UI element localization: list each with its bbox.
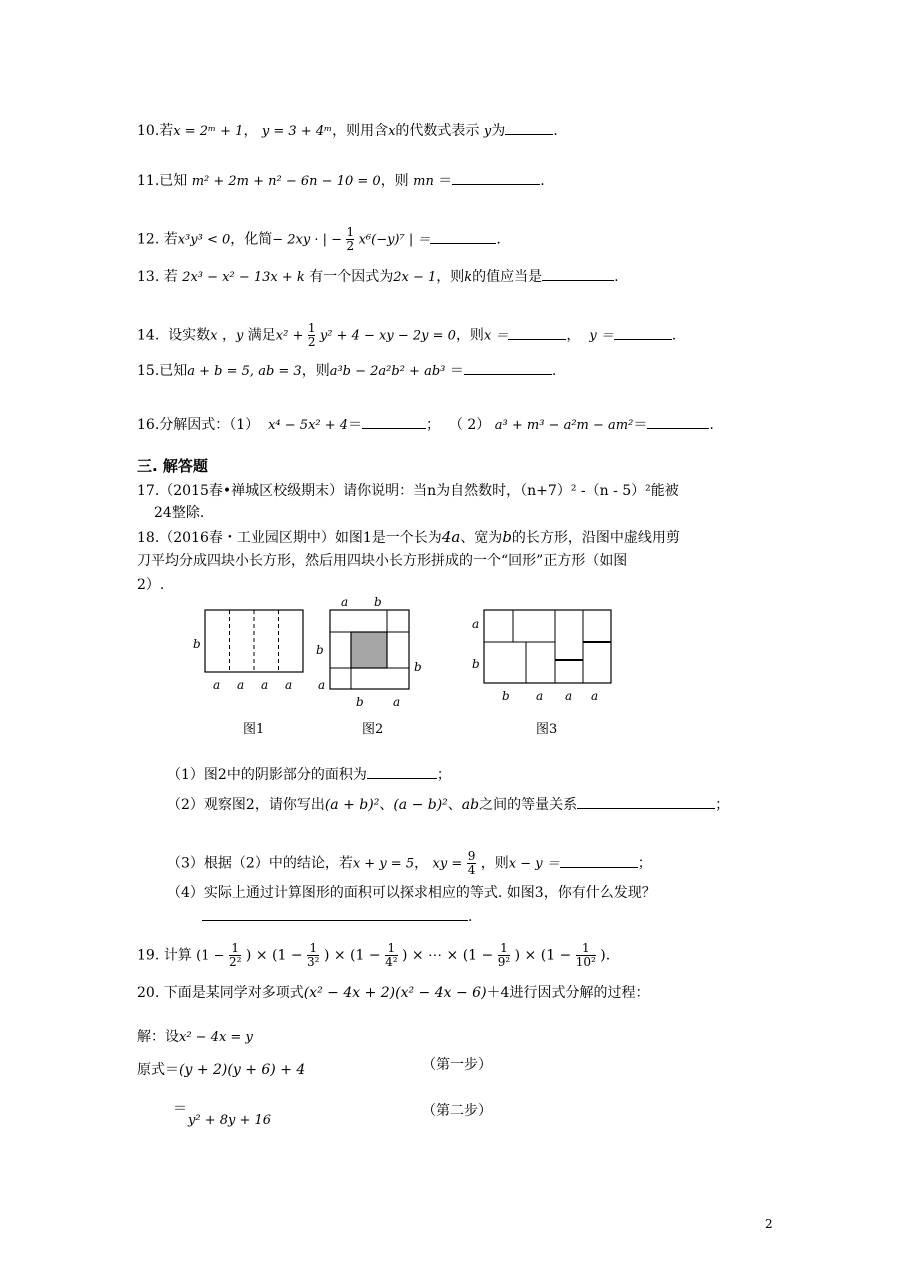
answer-blank[interactable] <box>505 133 553 135</box>
question-18-line1: 18.（2016春・工业园区期中）如图1是一个长为4a、宽为b的长方形，沿图中虚线用剪 <box>137 528 680 546</box>
answer-blank[interactable] <box>452 183 540 185</box>
fig1-label: a <box>237 678 245 692</box>
question-10: 10.若x = 2ᵐ + 1， y = 3 + 4ᵐ，则用含x的代数式表示 y为 . <box>137 123 558 139</box>
fig2-label: b <box>356 695 364 709</box>
sub-question-4-answer: . <box>202 910 472 924</box>
page-number: 2 <box>765 1217 773 1231</box>
solution-line-1: 解：设x² − 4x = y <box>137 1029 253 1045</box>
answer-blank[interactable] <box>430 242 496 244</box>
fig3-label: a <box>591 689 599 703</box>
fig3-outer <box>484 610 611 683</box>
question-13: 13. 若 2x³ − x² − 13x + k 有一个因式为2x − 1，则k的值应当是 . <box>137 269 619 285</box>
fraction: $\frac{1}{\text{9²}}$ <box>497 941 511 969</box>
answer-blank[interactable] <box>647 427 709 429</box>
figures <box>0 595 909 755</box>
fig3-label: a <box>565 689 573 703</box>
fig1-label: a <box>261 678 269 692</box>
answer-blank[interactable] <box>614 338 672 340</box>
step-2-label: （第二步） <box>422 1103 492 1119</box>
figure-2 <box>316 595 422 709</box>
fig1-label: a <box>213 678 221 692</box>
fraction: $\frac{1}{2}$ <box>346 225 355 253</box>
answer-blank[interactable] <box>560 866 638 868</box>
figure-1 <box>193 610 303 692</box>
answer-blank[interactable] <box>542 279 614 281</box>
answer-blank[interactable] <box>508 338 566 340</box>
solution-line-3: y² + 8y + 16 <box>188 1113 272 1128</box>
fraction: $\frac{1}{\text{4²}}$ <box>385 941 398 969</box>
answer-blank[interactable] <box>367 777 437 779</box>
fig2-label: b <box>316 643 324 657</box>
question-14: 14. 设实数x ，y 满足x² + $\frac{1}{2}$ y² + 4 − xy − 2y = 0，则x ＝ ， y ＝ . <box>137 321 677 349</box>
fig1-label: a <box>285 678 293 692</box>
fraction: $\frac{1}{\text{10²}}$ <box>575 941 596 969</box>
question-18-line2: 刀平均分成四块小长方形，然后用四块小长方形拼成的一个“回形”正方形（如图 <box>137 553 628 569</box>
fig3-label: a <box>472 617 480 631</box>
fig2-label: a <box>318 678 326 692</box>
solution-line-3-eq: ＝ <box>173 1101 187 1117</box>
answer-blank[interactable] <box>202 919 468 921</box>
question-20: 20. 下面是某同学对多项式(x² − 4x + 2)(x² − 4x − 6)＋4进行因式分解的过程： <box>137 985 650 1001</box>
fig2-label: a <box>341 595 349 609</box>
sub-question-4: （4）实际上通过计算图形的面积可以探求相应的等式. 如图3，你有什么发现？ <box>167 885 656 901</box>
sub-question-2: （2）观察图2，请你写出(a + b)²、(a − b)²、ab之间的等量关系 ； <box>167 797 730 813</box>
fraction: $\frac{1}{2}$ <box>307 321 316 349</box>
fig2-label: b <box>414 660 422 674</box>
question-18-line3: 2）. <box>137 577 165 593</box>
fig3-label: b <box>472 657 480 671</box>
answer-blank[interactable] <box>362 427 426 429</box>
fig3-caption: 图3 <box>536 722 558 737</box>
answer-blank[interactable] <box>464 373 552 375</box>
question-19: 19. 计算 (1 − $\frac{1}{\text{2²}}$ ) × (1 − $\frac{1}{\text{3²}}$ ) × (1 − $\frac{1}{\text{4²}}$ ) × ⋯ × (1 − $\frac{1}{\text{9²}}$ ) × (1 − $\frac{1}{\text{10²}}$ ). <box>137 941 611 969</box>
fig3-label: a <box>536 689 544 703</box>
sub-question-3: （3）根据（2）中的结论，若x + y = 5， xy = $\frac{9}{4}$ ，则x − y ＝ ； <box>167 849 652 877</box>
fig3-label: b <box>502 689 510 703</box>
fraction: $\frac{1}{\text{2²}}$ <box>229 941 242 969</box>
fraction: $\frac{9}{4}$ <box>467 849 476 877</box>
sub-question-1: （1）图2中的阴影部分的面积为 ； <box>167 767 451 783</box>
fig1-caption: 图1 <box>243 722 265 737</box>
question-11: 11.已知 m² + 2m + n² − 6n − 10 = 0，则 mn ＝ . <box>137 173 545 189</box>
fig2-caption: 图2 <box>362 722 384 737</box>
question-17-line1: 17.（2015春•禅城区校级期末）请你说明：当n为自然数时，（n+7）² -（n - 5）²能被 <box>137 483 679 499</box>
step-1-label: （第一步） <box>422 1057 492 1073</box>
fraction: $\frac{1}{\text{3²}}$ <box>307 941 320 969</box>
answer-blank[interactable] <box>577 807 715 809</box>
question-17-line2: 24整除. <box>154 505 205 521</box>
fig2-label: b <box>374 595 382 609</box>
fig2-label: a <box>393 695 401 709</box>
solution-line-2: 原式＝(y + 2)(y + 6) + 4 <box>137 1062 306 1078</box>
question-12: 12. 若x³y³ < 0，化简− 2xy · | − $\frac{1}{2}$ x⁶(−y)⁷ | ＝ . <box>137 225 501 253</box>
question-15: 15.已知a + b = 5, ab = 3，则a³b − 2a²b² + ab³ ＝ . <box>137 363 557 379</box>
fig2-shaded-square <box>351 632 387 668</box>
figure-3 <box>472 610 611 703</box>
fig1-label-side: b <box>193 637 201 651</box>
section-heading: 三. 解答题 <box>137 457 208 475</box>
question-16: 16.分解因式：（1） x⁴ − 5x² + 4＝ ； （ 2） a³ + m³ − a²m − am²＝ . <box>137 417 714 433</box>
